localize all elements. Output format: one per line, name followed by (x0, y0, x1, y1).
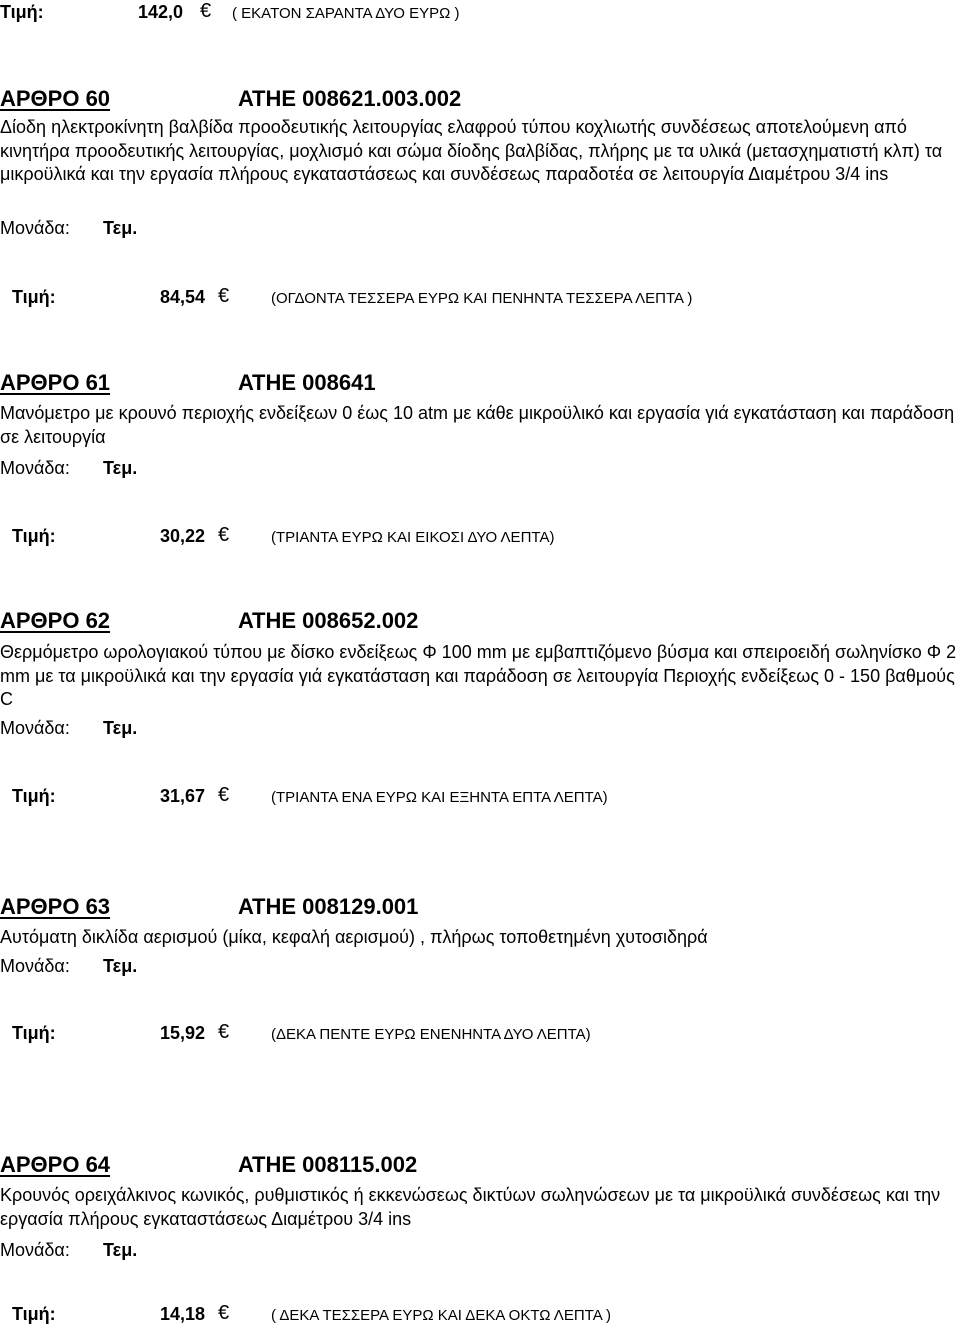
article-description: Κρουνός ορειχάλκινος κωνικός, ρυθμιστικός ή εκκενώσεως δικτύων σωληνώσεων με τα μικροϋλικά συνδέσεως και την εργασία πλήρους εγκαταστάσεως Διαμέτρου 3/4 ins (0, 1185, 941, 1229)
price-words: ( ΔΕΚΑ ΤΕΣΣΕΡΑ ΕΥΡΩ ΚΑΙ ΔΕΚΑ ΟΚΤΩ ΛΕΠΤΑ ) (271, 1307, 612, 1324)
price-label: Τιμή: (12, 786, 56, 806)
unit-label: Μονάδα: (0, 1240, 70, 1260)
article-title (0, 86, 462, 112)
article-number: ΑΡΘΡΟ 63 (0, 894, 111, 919)
unit-value: Τεμ. (103, 718, 138, 738)
unit-row (0, 956, 138, 977)
price-value: 142,0 (138, 2, 184, 22)
article-number: ΑΡΘΡΟ 61 (0, 370, 111, 395)
unit-value: Τεμ. (103, 956, 138, 976)
euro-icon: € (218, 285, 230, 307)
article-code: ΑΤΗΕ 008129.001 (238, 894, 419, 919)
unit-value: Τεμ. (103, 458, 138, 478)
article-code: ΑΤΗΕ 008641 (238, 370, 376, 395)
unit-label: Μονάδα: (0, 458, 70, 478)
article-title (0, 894, 419, 920)
price-words: (ΤΡΙΑΝΤΑ ΕΝΑ ΕΥΡΩ ΚΑΙ ΕΞΗΝΤΑ ΕΠΤΑ ΛΕΠΤΑ) (271, 789, 608, 806)
article-description: Αυτόματη δικλίδα αερισμού (μίκα, κεφαλή αερισμού) , πλήρως τοποθετημένη χυτοσιδηρά (0, 927, 708, 947)
price-label: Τιμή: (12, 526, 56, 546)
article-number: ΑΡΘΡΟ 60 (0, 86, 111, 111)
euro-icon: € (218, 524, 230, 546)
price-words: (ΔΕΚΑ ΠΕΝΤΕ ΕΥΡΩ ΕΝΕΝΗΝΤΑ ΔΥΟ ΛΕΠΤΑ) (271, 1026, 591, 1043)
unit-row (0, 458, 138, 479)
euro-icon: € (218, 1021, 230, 1043)
article-number: ΑΡΘΡΟ 64 (0, 1152, 111, 1177)
price-value: 14,18 (160, 1304, 206, 1324)
unit-label: Μονάδα: (0, 218, 70, 238)
unit-label: Μονάδα: (0, 956, 70, 976)
unit-row (0, 218, 138, 239)
euro-icon: € (218, 1302, 230, 1324)
unit-value: Τεμ. (103, 218, 138, 238)
price-label: Τιμή: (0, 2, 44, 22)
article-description: Δίοδη ηλεκτροκίνητη βαλβίδα προοδευτικής λειτουργίας ελαφρού τύπου κοχλιωτής συνδέσεως αποτελούμενη από κινητήρα προοδευτικής λειτουργίας, μοχλισμό και σώμα δίοδης βαλβίδας, πλήρης με τα υλικά (μετασχηματιστή κλπ) τα μικροϋλικά και την εργασία πλήρους εγκαταστάσεως και συνδέσεως παραδοτέα σε λειτουργία Διαμέτρου 3/4 ins (0, 117, 943, 184)
price-words: ( ΕΚΑΤΟΝ ΣΑΡΑΝΤΑ ΔΥΟ ΕΥΡΩ ) (232, 5, 460, 22)
price-value: 31,67 (160, 786, 206, 806)
price-label: Τιμή: (12, 287, 56, 307)
price-label: Τιμή: (12, 1304, 56, 1324)
article-number: ΑΡΘΡΟ 62 (0, 608, 111, 633)
price-value: 84,54 (160, 287, 206, 307)
price-words: (ΟΓΔΟΝΤΑ ΤΕΣΣΕΡΑ ΕΥΡΩ ΚΑΙ ΠΕΝΗΝΤΑ ΤΕΣΣΕΡΑ ΛΕΠΤΑ ) (271, 290, 693, 307)
price-words: (ΤΡΙΑΝΤΑ ΕΥΡΩ ΚΑΙ ΕΙΚΟΣΙ ΔΥΟ ΛΕΠΤΑ) (271, 529, 555, 546)
article-description: Μανόμετρο με κρουνό περιοχής ενδείξεων 0 έως 10 atm με κάθε μικροϋλικό και εργασία γιά εγκατάσταση και παράδοση σε λειτουργία (0, 403, 955, 447)
unit-row (0, 718, 138, 739)
unit-label: Μονάδα: (0, 718, 70, 738)
article-code: ΑΤΗΕ 008115.002 (238, 1152, 418, 1177)
article-title (0, 608, 419, 634)
unit-row (0, 1240, 138, 1261)
price-value: 30,22 (160, 526, 206, 546)
article-code: ΑΤΗΕ 008621.003.002 (238, 86, 462, 111)
euro-icon: € (218, 784, 230, 806)
article-title (0, 1152, 418, 1178)
price-label: Τιμή: (12, 1023, 56, 1043)
article-description: Θερμόμετρο ωρολογιακού τύπου με δίσκο ενδείξεως Φ 100 mm με εμβαπτιζόμενο βύσμα και σπειροειδή σωληνίσκο Φ 2 mm με τα μικροϋλικά και την εργασία γιά εγκατάσταση και παράδοση σε λειτουργία Περιοχής ενδείξεως 0 - 150 βαθμούς C (0, 642, 957, 709)
euro-icon: € (200, 0, 212, 22)
article-code: ΑΤΗΕ 008652.002 (238, 608, 419, 633)
article-title (0, 370, 376, 396)
unit-value: Τεμ. (103, 1240, 138, 1260)
price-value: 15,92 (160, 1023, 206, 1043)
